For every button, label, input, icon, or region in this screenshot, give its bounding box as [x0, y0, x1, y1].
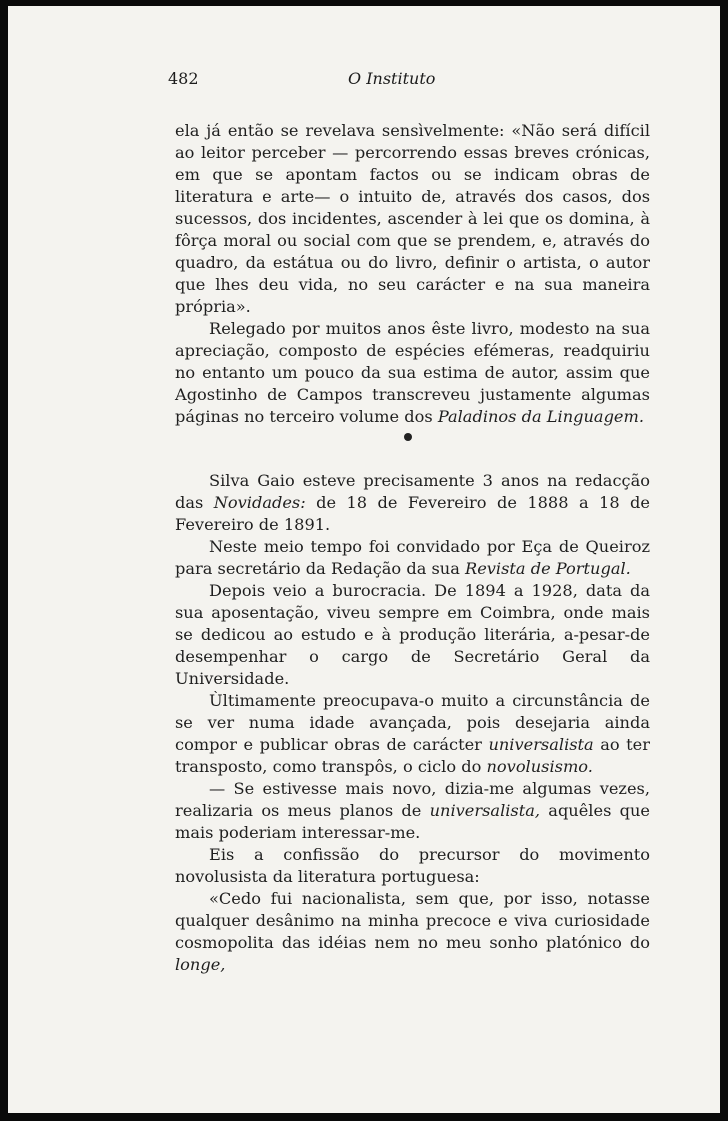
book-page	[8, 6, 720, 1113]
term-universalista-2: universalista,	[429, 801, 541, 820]
section-separator-dot	[404, 433, 412, 441]
book-title-paladinos: Paladinos da Linguagem.	[437, 407, 645, 426]
paragraph-ultimamente: Ùltimamente preocupava-o muito a circunstância de se ver numa idade avançada, pois desejaria ainda compor e publicar obras de carácter universalista ao ter transposto, como transpôs, o ciclo do novolusismo.	[175, 691, 650, 776]
paragraph-relegado: Relegado por muitos anos êste livro, modesto na sua apreciação, composto de espécies efémeras, readquiriu no entanto um pouco da sua estima de autor, assim que Agostinho de Campos transcreveu justamente algumas páginas no terceiro volume dos Paladinos da Linguagem.	[175, 319, 650, 426]
running-title: O Instituto	[348, 69, 436, 88]
text-block-top	[175, 120, 650, 428]
paragraph-dialogue: — Se estivesse mais novo, dizia-me algumas vezes, realizaria os meus planos de universalista, aquêles que mais poderiam interessar-me.	[175, 779, 650, 842]
paragraph-silva-gaio: Silva Gaio esteve precisamente 3 anos na redacção das Novidades: de 18 de Fevereiro de 1888 a 18 de Fevereiro de 1891.	[175, 471, 650, 534]
term-universalista: universalista	[488, 735, 594, 754]
paragraph-quote: «Cedo fui nacionalista, sem que, por isso, notasse qualquer desânimo na minha precoce e viva curiosidade cosmopolita das idéias nem no meu sonho platónico do longe,	[175, 889, 650, 974]
title-revista-portugal: Revista de Portugal.	[465, 559, 631, 578]
text-block-bottom	[175, 470, 650, 976]
term-longe: longe,	[175, 955, 226, 974]
title-novidades: Novidades:	[213, 493, 306, 512]
page-number: 482	[168, 69, 199, 88]
paragraph-confissao: Eis a confissão do precursor do movimento novolusista da literatura portuguesa:	[175, 845, 650, 886]
paragraph-eca: Neste meio tempo foi convidado por Eça de Queiroz para secretário da Redação da sua Revista de Portugal.	[175, 537, 650, 578]
page-header	[8, 69, 720, 93]
term-novolusismo: novolusismo.	[486, 757, 593, 776]
paragraph-continued: ela já então se revelava sensìvelmente: «Não será difícil ao leitor perceber — percorrendo essas breves crónicas, em que se apontam factos ou se indicam obras de literatura e arte— o intuito de, através dos casos, dos sucessos, dos incidentes, ascender à lei que os domina, à fôrça moral ou social com que se prendem, e, através do quadro, da estátua ou do livro, definir o artista, o autor que lhes deu vida, no seu carácter e na sua maneira própria».	[175, 121, 650, 316]
paragraph-burocracia: Depois veio a burocracia. De 1894 a 1928, data da sua aposentação, viveu sempre em Coimbra, onde mais se dedicou ao estudo e à produção literária, a-pesar-de desempenhar o cargo de Secretário Geral da Universidade.	[175, 581, 650, 688]
